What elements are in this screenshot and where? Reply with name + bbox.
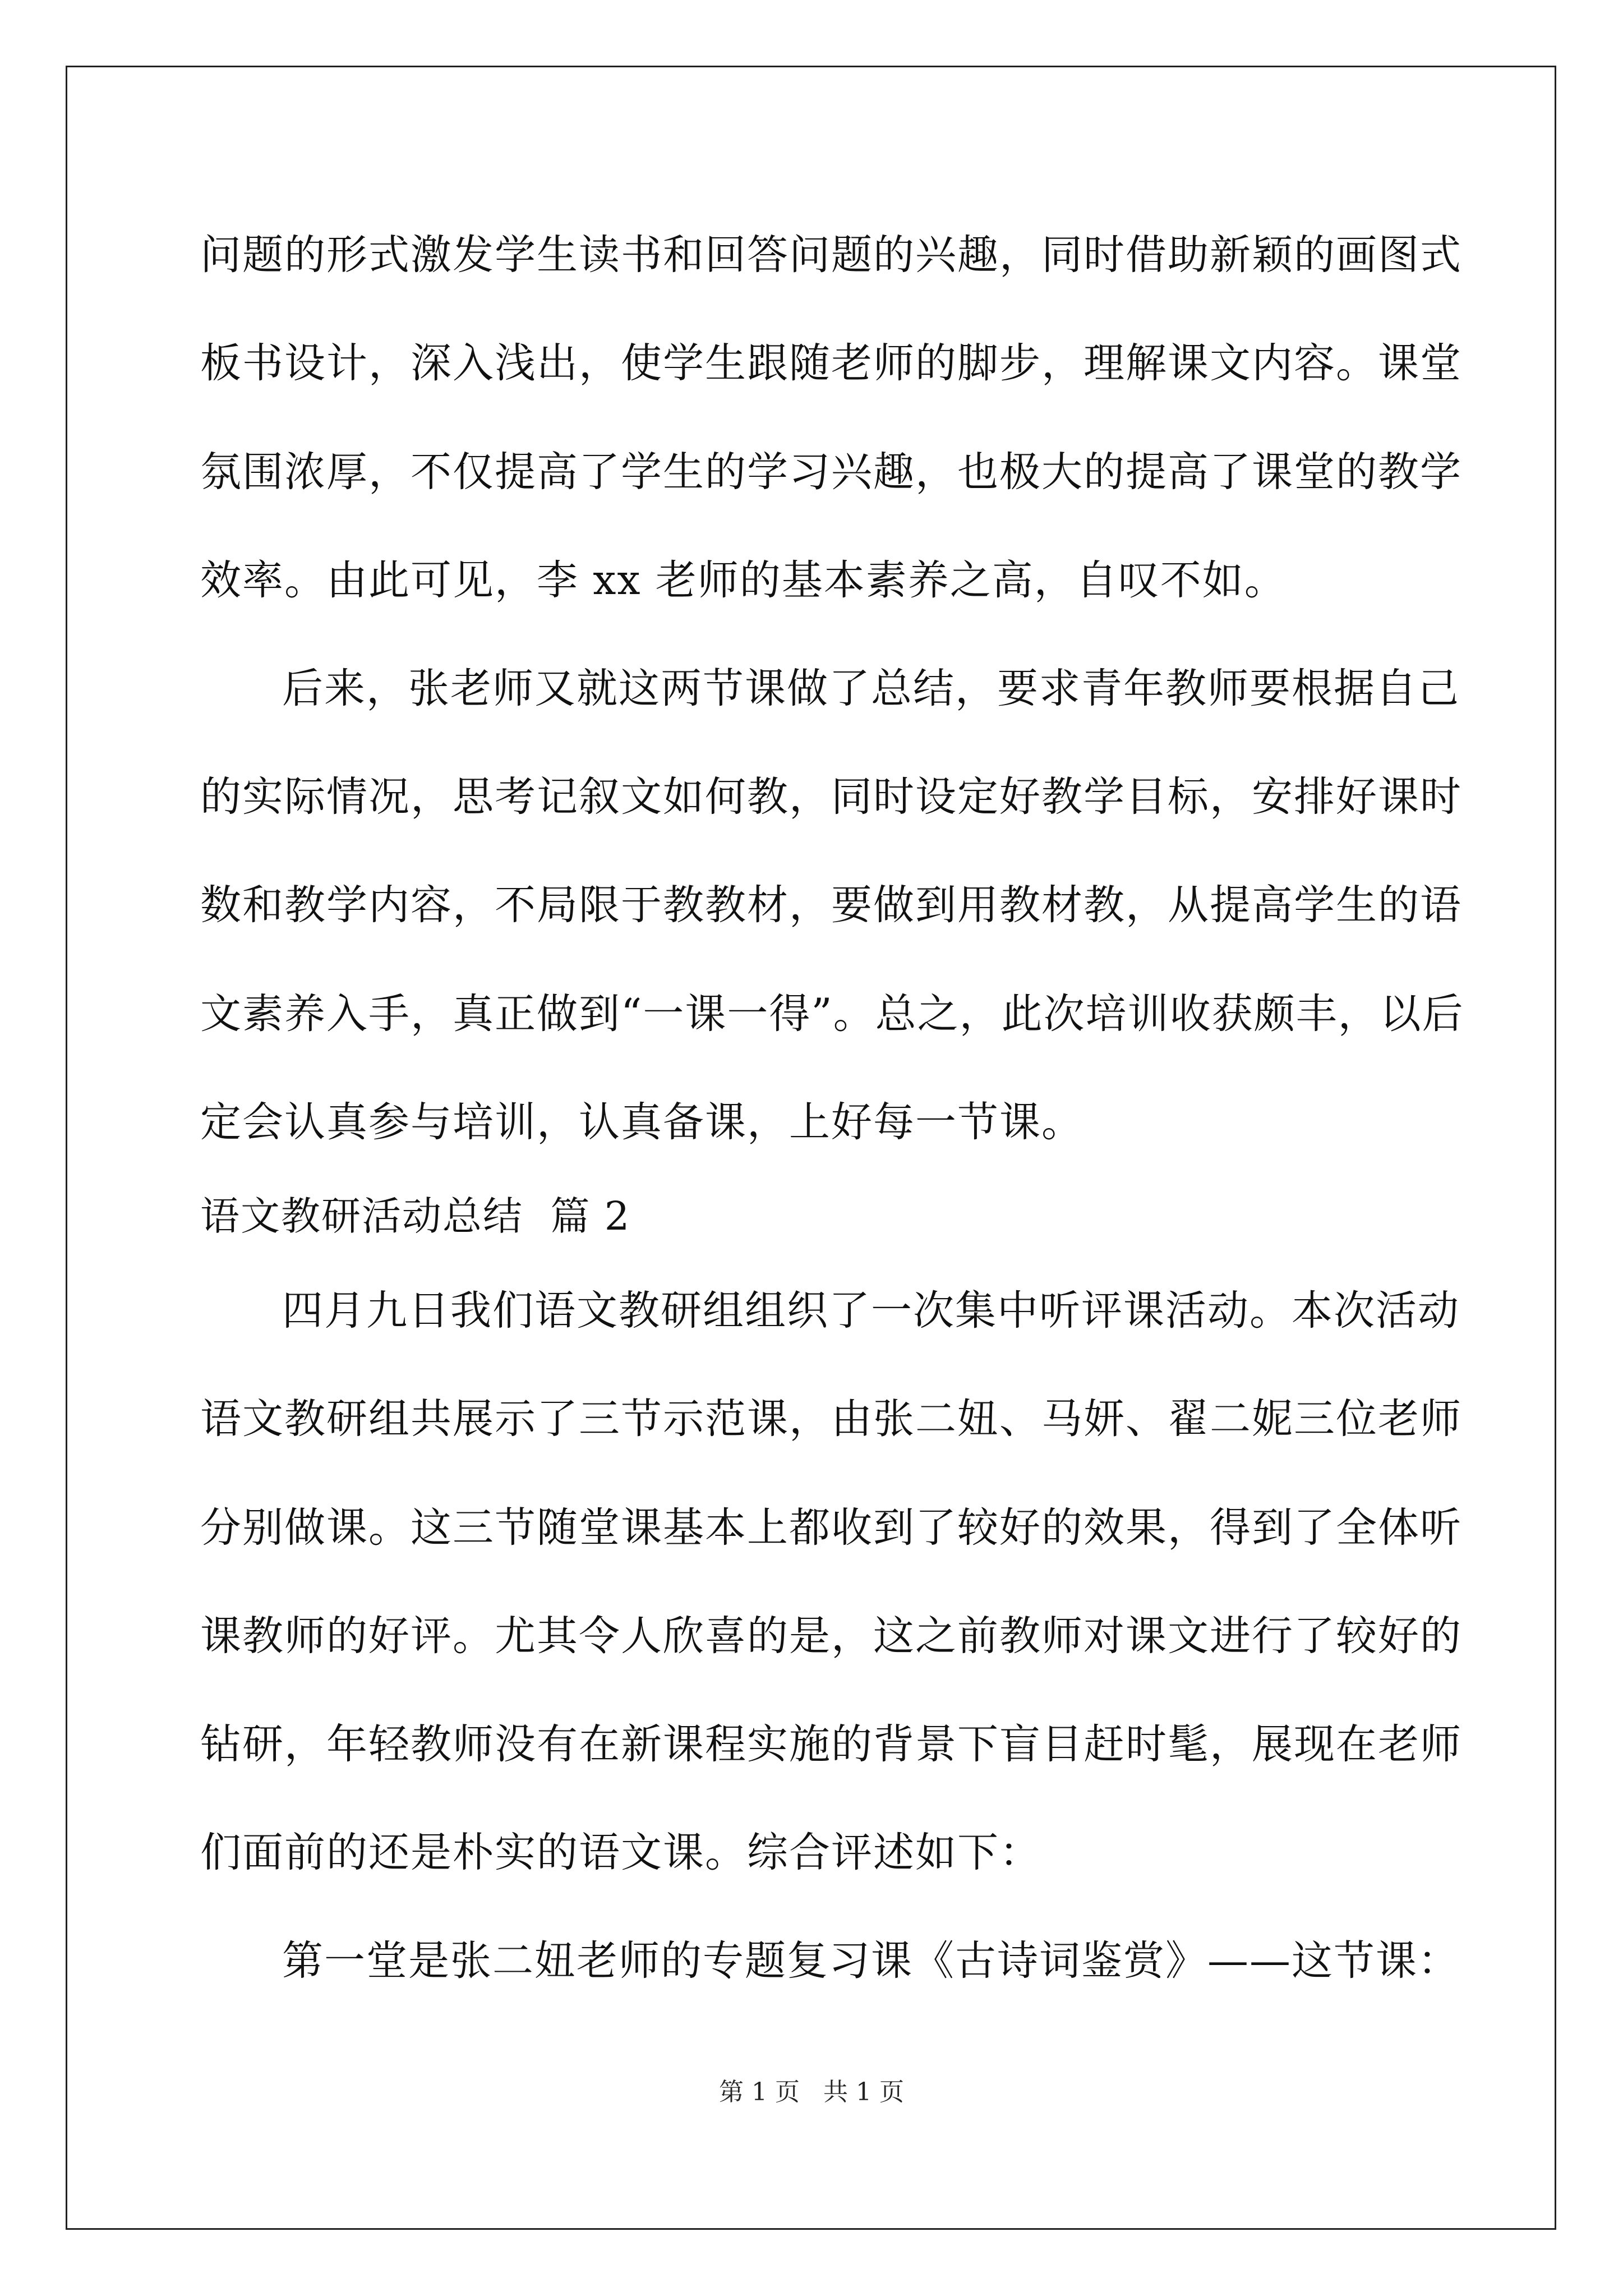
paragraph-line: 钻研，年轻教师没有在新课程实施的背景下盲目赶时髦，展现在老师: [200, 1720, 1462, 1768]
paragraph-line: 第一堂是张二妞老师的专题复习课《古诗词鉴赏》——这节课：: [282, 1937, 1460, 1985]
page-footer: 第 1 页 共 1 页: [719, 2078, 904, 2106]
paragraph-line: 定会认真参与培训，认真备课，上好每一节课。: [200, 1098, 1083, 1146]
paragraph-line: 语文教研组共展示了三节示范课，由张二妞、马妍、翟二妮三位老师: [200, 1395, 1462, 1443]
paragraph-line: 氛围浓厚，不仅提高了学生的学习兴趣，也极大的提高了课堂的教学: [200, 448, 1462, 496]
paragraph-line: 们面前的还是朴实的语文课。综合评述如下：: [200, 1829, 1041, 1876]
paragraph-line: 文素养入手，真正做到“一课一得”。总之，此次培训收获颇丰，以后: [200, 990, 1464, 1038]
paragraph-line: 后来，张老师又就这两节课做了总结，要求青年教师要根据自己: [282, 665, 1460, 712]
paragraph-line: 问题的形式激发学生读书和回答问题的兴趣，同时借助新颖的画图式: [200, 231, 1462, 279]
paragraph-line: 板书设计，深入浅出，使学生跟随老师的脚步，理解课文内容。课堂: [200, 339, 1462, 387]
paragraph-line: 课教师的好评。尤其令人欣喜的是，这之前教师对课文进行了较好的: [200, 1612, 1462, 1660]
paragraph-line: 四月九日我们语文教研组组织了一次集中听评课活动。本次活动: [282, 1287, 1460, 1335]
paragraph-line: 分别做课。这三节随堂课基本上都收到了较好的效果，得到了全体听: [200, 1504, 1462, 1552]
paragraph-line: 效率。由此可见，李 xx 老师的基本素养之高，自叹不如。: [200, 556, 1287, 604]
paragraph-line: 的实际情况，思考记叙文如何教，同时设定好教学目标，安排好课时: [200, 773, 1462, 821]
section-heading: 语文教研活动总结 篇 2: [200, 1193, 631, 1239]
paragraph-line: 数和教学内容，不局限于教教材，要做到用教材教，从提高学生的语: [200, 881, 1462, 929]
